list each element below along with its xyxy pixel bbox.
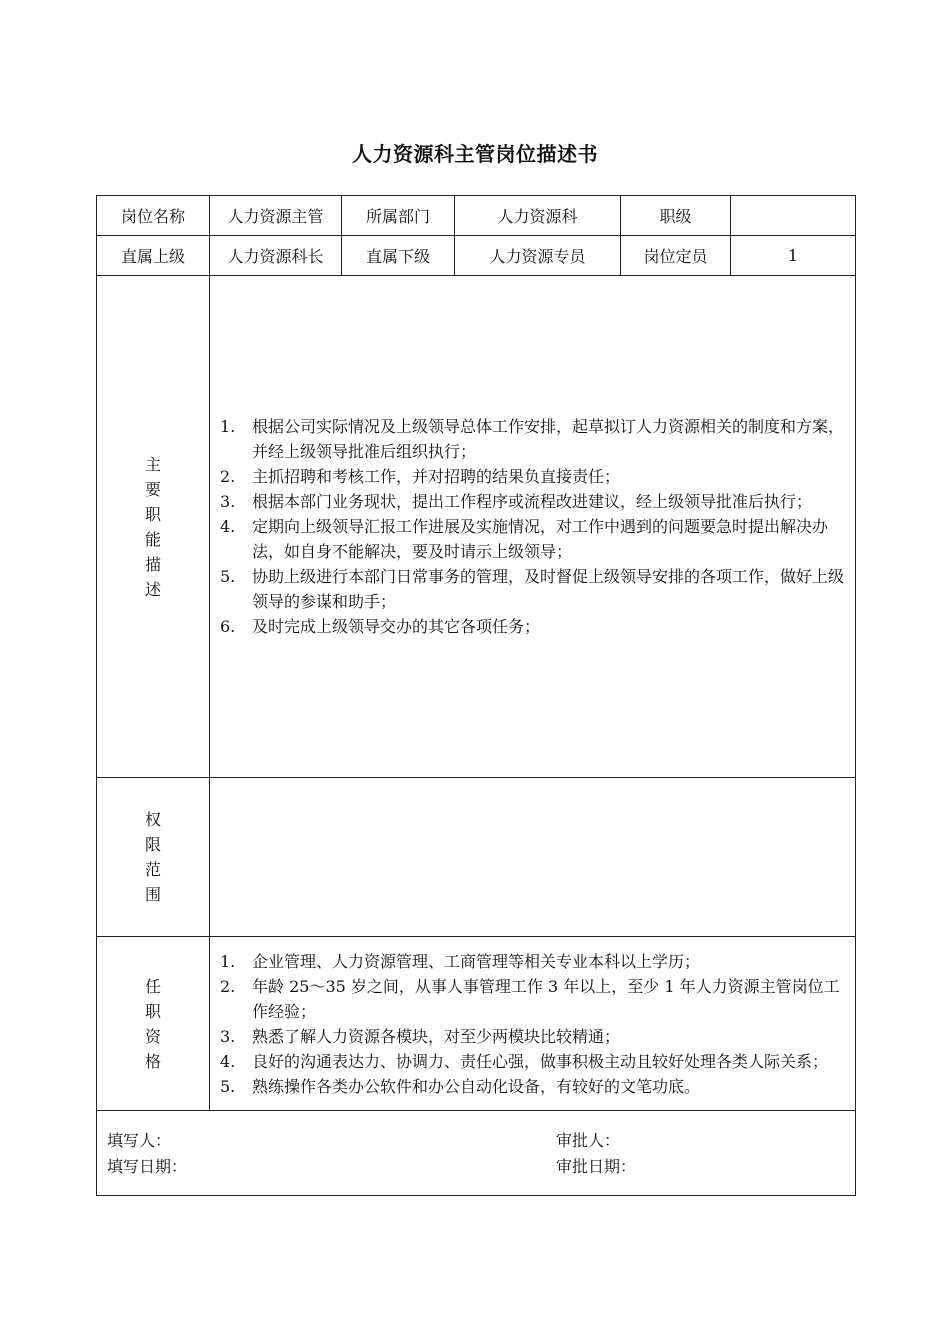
authority-label-char: 范 [144, 860, 161, 879]
approver-label: 审批人： [556, 1131, 621, 1150]
duty-number: 5. [220, 567, 236, 586]
duty-number: 3. [220, 492, 236, 511]
qualification-text: 良好的沟通表达力、协调力、责任心强，做事积极主动且较好处理各类人际关系； [252, 1051, 829, 1071]
duty-item [220, 489, 847, 514]
duty-text: 定期向上级领导汇报工作进展及实施情况，对工作中遇到的问题要急时提出解决办法，如自身不能解决，要及时请示上级领导； [252, 517, 829, 561]
qualifications-label [97, 974, 209, 1074]
label-grade: 职级 [621, 196, 731, 236]
qualification-item [220, 1024, 847, 1049]
filler-label: 填写人： [107, 1131, 172, 1150]
duty-text: 根据本部门业务现状，提出工作程序或流程改进建议，经上级领导批准后执行； [252, 492, 813, 511]
duty-number: 6. [220, 617, 236, 636]
signoff-filler-block [107, 1128, 187, 1180]
duty-text: 及时完成上级领导交办的其它各项任务； [252, 617, 541, 636]
duties-list [210, 414, 855, 639]
authority-label [97, 807, 209, 907]
duties-label-cell [97, 276, 210, 778]
qualification-text: 企业管理、人力资源管理、工商管理等相关专业本科以上学历； [252, 951, 701, 971]
duties-label-char: 述 [144, 579, 161, 599]
row-qualifications [97, 937, 856, 1111]
authority-label-char: 围 [144, 885, 161, 904]
document-title: 人力资源科主管岗位描述书 [352, 142, 598, 166]
row-signoff [97, 1111, 856, 1196]
qualifications-label-char: 格 [144, 1051, 161, 1071]
signoff-approver-block [556, 1128, 636, 1180]
duties-label-char: 职 [144, 504, 161, 524]
value-headcount: 1 [731, 236, 856, 276]
qualification-text: 熟练操作各类办公软件和办公自动化设备，有较好的文笔功底。 [252, 1076, 701, 1096]
duty-text: 协助上级进行本部门日常事务的管理，及时督促上级领导安排的各项工作，做好上级领导的参谋和助手； [252, 567, 845, 611]
qualification-item [220, 949, 847, 974]
duty-item [220, 564, 847, 614]
qualifications-content-cell [210, 937, 856, 1111]
value-grade [731, 196, 856, 236]
duties-label-char: 描 [144, 554, 161, 574]
value-position-name: 人力资源主管 [210, 196, 342, 236]
qualifications-label-cell [97, 937, 210, 1111]
label-headcount: 岗位定员 [621, 236, 731, 276]
label-position-name: 岗位名称 [97, 196, 210, 236]
qualification-item [220, 1074, 847, 1099]
row-reporting [97, 236, 856, 276]
value-direct-subordinate: 人力资源专员 [455, 236, 621, 276]
job-description-table [96, 195, 856, 1196]
duty-number: 2. [220, 467, 236, 486]
row-duties [97, 276, 856, 778]
qualification-number: 3. [220, 1026, 236, 1046]
label-direct-superior: 直属上级 [97, 236, 210, 276]
approve-date-label: 审批日期： [556, 1157, 637, 1176]
qualification-text: 年龄 25～35 岁之间，从事人事管理工作 3 年以上，至少 1 年人力资源主管岗位工作经验； [252, 976, 840, 1021]
duties-label-char: 主 [144, 454, 161, 474]
qualifications-label-char: 任 [144, 976, 161, 996]
duties-label-char: 能 [144, 529, 161, 549]
value-department: 人力资源科 [455, 196, 621, 236]
qualifications-label-char: 职 [144, 1001, 161, 1021]
duty-item [220, 414, 847, 464]
duty-item [220, 514, 847, 564]
qualification-number: 1. [220, 951, 236, 971]
label-direct-subordinate: 直属下级 [342, 236, 455, 276]
qualification-number: 4. [220, 1051, 236, 1071]
qualification-number: 5. [220, 1076, 236, 1096]
row-position [97, 196, 856, 236]
duty-text: 主抓招聘和考核工作，并对招聘的结果负直接责任； [252, 467, 621, 486]
duty-number: 1. [220, 417, 236, 436]
signoff-cell [97, 1111, 856, 1196]
duties-label-char: 要 [144, 479, 161, 499]
duties-content-cell [210, 276, 856, 778]
fill-date-label: 填写日期： [107, 1157, 188, 1176]
qualifications-label-char: 资 [144, 1026, 161, 1046]
signoff-area [97, 1111, 855, 1195]
qualification-item [220, 1049, 847, 1074]
authority-content-cell [210, 778, 856, 937]
value-direct-superior: 人力资源科长 [210, 236, 342, 276]
authority-label-char: 限 [144, 835, 161, 854]
qualifications-list [210, 949, 855, 1099]
duty-item [220, 614, 847, 639]
qualification-text: 熟悉了解人力资源各模块，对至少两模块比较精通； [252, 1026, 621, 1046]
duty-number: 4. [220, 517, 236, 536]
duties-label [97, 452, 209, 602]
row-authority [97, 778, 856, 937]
duty-item [220, 464, 847, 489]
authority-label-char: 权 [144, 810, 161, 829]
qualification-item [220, 974, 847, 1024]
label-department: 所属部门 [342, 196, 455, 236]
duty-text: 根据公司实际情况及上级领导总体工作安排，起草拟订人力资源相关的制度和方案，并经上级领导批准后组织执行； [252, 417, 845, 461]
authority-label-cell [97, 778, 210, 937]
qualification-number: 2. [220, 976, 236, 996]
